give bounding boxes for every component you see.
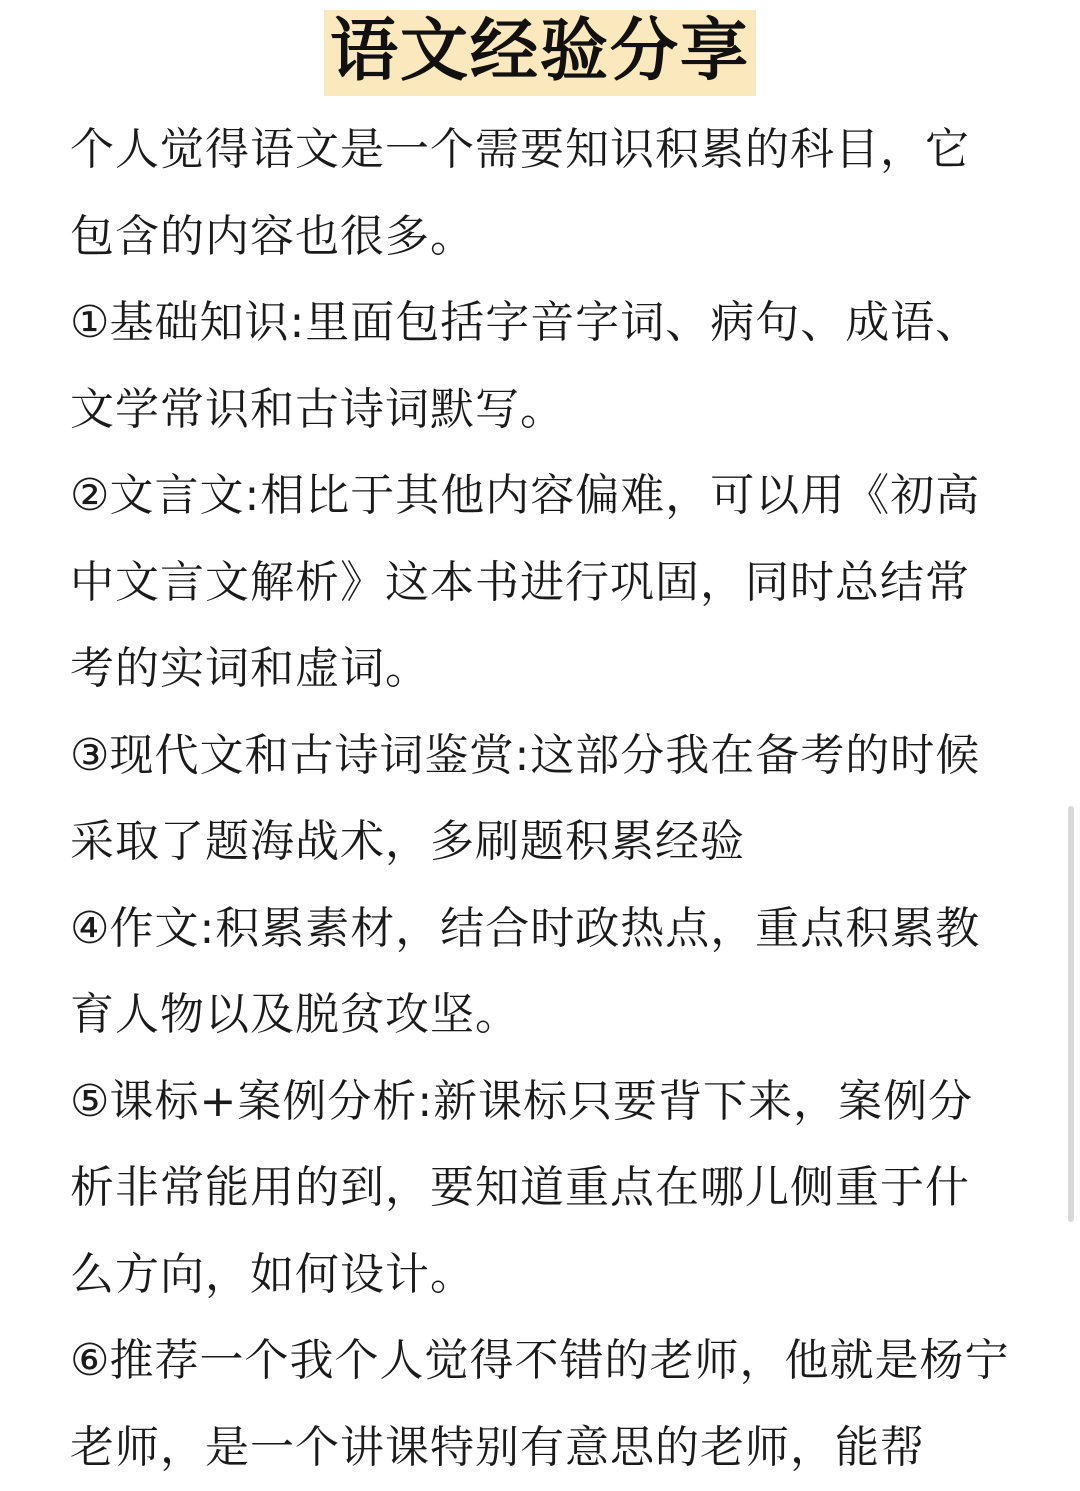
circled-number-5: ⑤ [70,1075,110,1127]
paragraph-2 [70,453,1010,713]
paragraph-3 [70,713,1010,886]
paragraph-text: 文言文:相比于其他内容偏难，可以用《初高中文言文解析》这本书进行巩固，同时总结常考的实词和虚词。 [70,470,981,694]
circled-number-4: ④ [70,902,110,954]
paragraph-4 [70,886,1010,1059]
paragraph-text: 现代文和古诗词鉴赏:这部分我在备考的时候采取了题海战术，多刷题积累经验 [70,729,981,867]
paragraph-text: 作文:积累素材，结合时政热点，重点积累教育人物以及脱贫攻坚。 [70,902,981,1040]
vertical-scrollbar[interactable] [1068,806,1074,1222]
article-body [70,107,1010,1491]
circled-number-2: ② [70,470,110,521]
page-title: 语文经验分享 [324,10,756,96]
paragraph-5 [70,1059,1010,1319]
paragraph-intro [70,107,1010,280]
paragraph-6 [70,1318,1010,1491]
paragraph-text: 个人觉得语文是一个需要知识积累的科目，它包含的内容也很多。 [70,124,970,262]
paragraph-text: 推荐一个我个人觉得不错的老师，他就是杨宁老师，是一个讲课特别有意思的老师，能帮 [70,1335,1010,1473]
title-wrap [0,10,1080,96]
paragraph-text: 基础知识:里面包括字音字词、病句、成语、文学常识和古诗词默写。 [70,297,981,435]
paragraph-text: 课标+案例分析:新课标只要背下来，案例分析非常能用的到，要知道重点在哪儿侧重于什么方向，如何设计。 [70,1075,974,1300]
circled-number-3: ③ [70,729,110,781]
circled-number-6: ⑥ [70,1335,110,1386]
paragraph-1 [70,280,1010,453]
circled-number-1: ① [70,297,110,348]
